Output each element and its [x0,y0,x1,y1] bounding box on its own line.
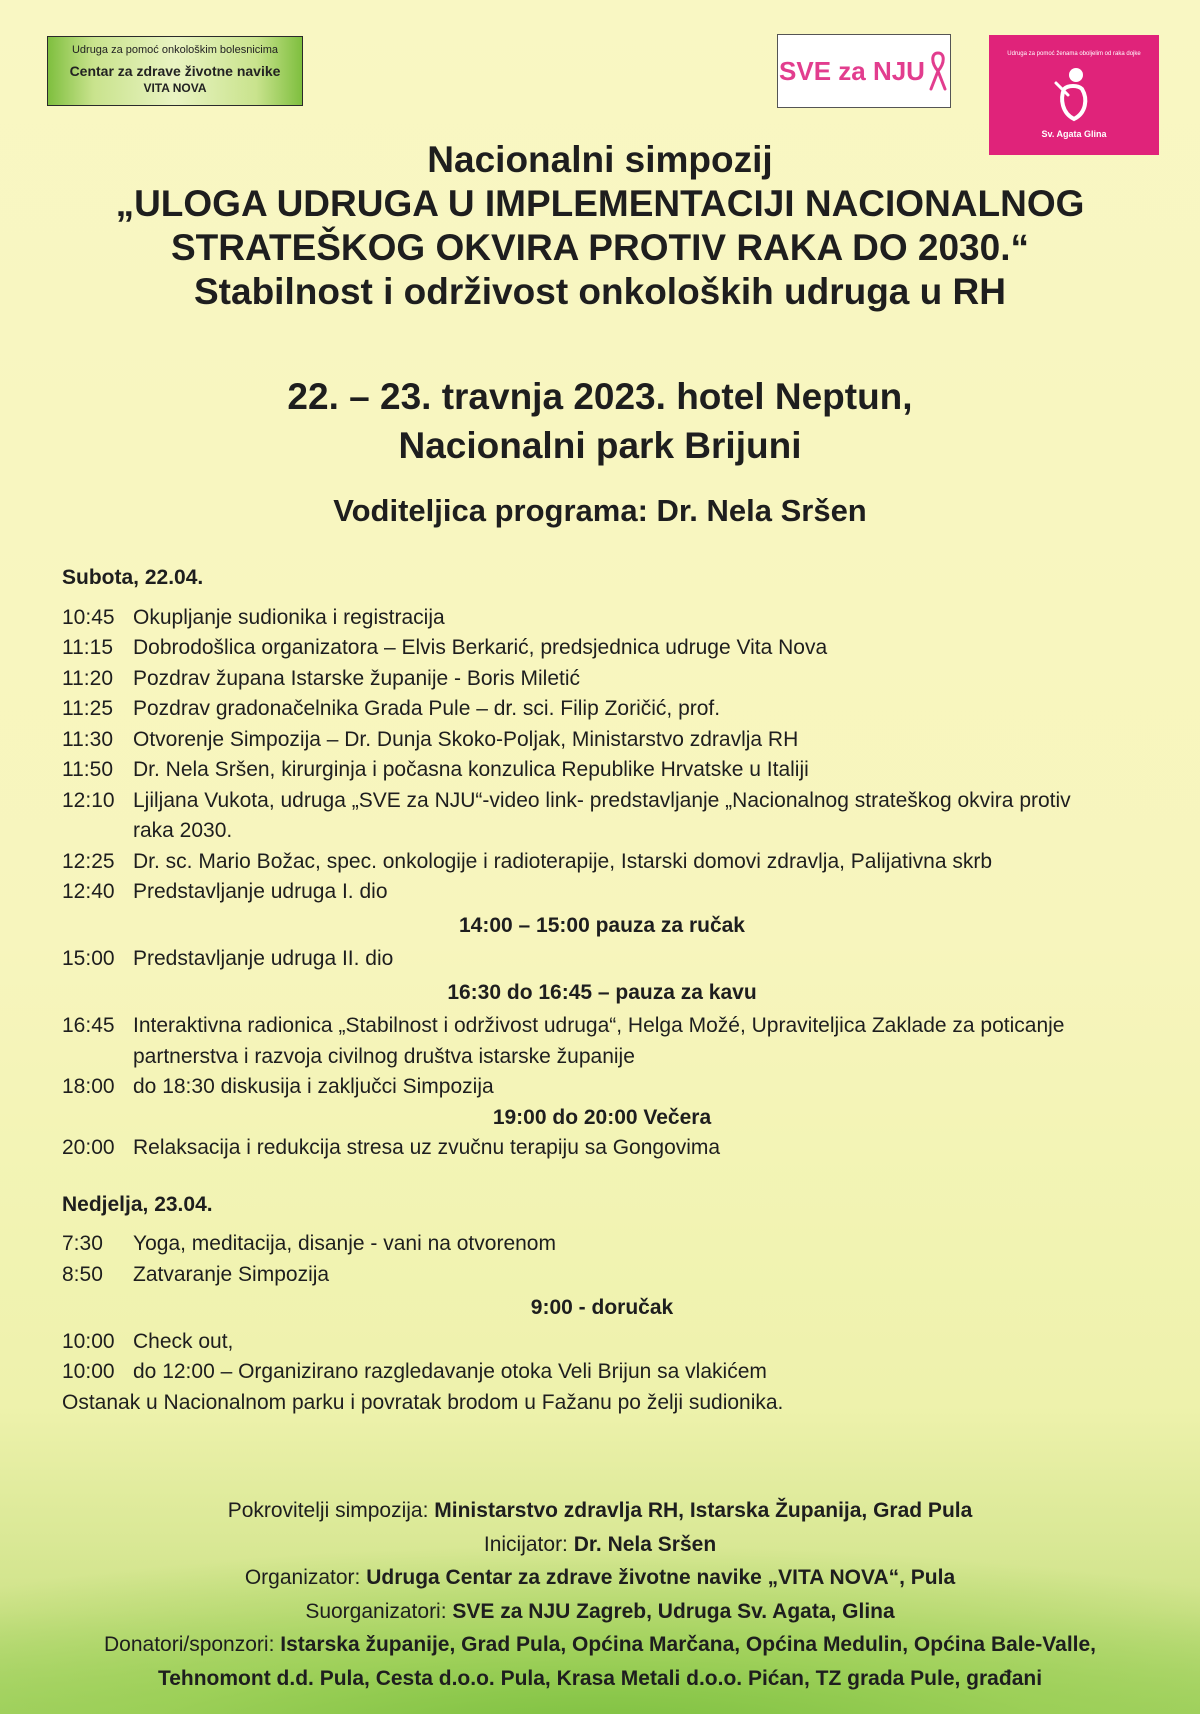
sve-za-nju-logo-text: SVE za NJU [779,55,925,86]
row-time: 18:00 [62,1075,115,1098]
dinner-break: 19:00 do 20:00 Večera [492,1105,712,1129]
page-title [0,138,1200,314]
pokrovitelji-label: Pokrovitelji simpozija: [227,1499,435,1522]
row-time: 10:00 [62,1329,115,1353]
suorganizatori-line [0,1595,1200,1629]
vita-nova-logo-line1: Udruga za pomoć onkološkim bolesnicima [71,44,279,56]
sve-za-nju-logo [777,34,951,108]
dates-line2: Nacionalni park Brijuni [398,425,802,466]
inicijator-line [0,1528,1200,1562]
schedule-row [62,1133,1162,1164]
row-time: 7:30 [62,1232,103,1255]
row-desc: Okupljanje sudionika i registracija [133,605,445,629]
coffee-break: 16:30 do 16:45 – pauza za kavu [447,980,757,1004]
row-desc: Check out, [133,1329,234,1353]
row-time: 11:20 [62,666,113,690]
organizator-label: Organizator: [244,1566,367,1589]
row-desc: Interaktivna radionica „Stabilnost i održivost udruga“, Helga Možé, Upraviteljica Zaklade za poticanje partnerstva i razvoja civilnog društva istarske županije [133,1014,1065,1068]
row-desc: Otvorenje Simpozija – Dr. Dunja Skoko-Poljak, Ministarstvo zdravlja RH [133,727,799,751]
schedule-row [62,1072,1162,1103]
suorganizatori-label: Suorganizatori: [305,1599,453,1623]
woman-figure-icon [1050,65,1098,123]
schedule-row [62,847,1162,878]
row-desc: Dr. sc. Mario Božac, spec. onkologije i radioterapije, Istarski domovi zdravlja, Palijativna skrb [133,849,993,873]
row-time: 12:10 [62,788,115,812]
program-schedule [62,563,1162,1418]
donatori-value2: Tehnomont d.d. Pula, Cesta d.o.o. Pula, Krasa Metali d.o.o. Pićan, TZ grada Pule, građani [157,1666,1043,1690]
row-time: 15:00 [62,947,115,970]
schedule-row [62,633,1162,664]
closing-note: Ostanak u Nacionalnom parku i povratak brodom u Fažanu po želji sudionika. [62,1390,784,1414]
pokrovitelji-line [0,1494,1200,1528]
row-desc: Predstavljanje udruga II. dio [133,947,394,970]
pokrovitelji-value: Ministarstvo zdravlja RH, Istarska Županija, Grad Pula [434,1499,973,1522]
donatori-line2 [0,1662,1200,1696]
row-time: 20:00 [62,1136,115,1159]
row-time: 10:00 [62,1360,115,1383]
schedule-row [62,603,1162,634]
row-time: 12:25 [62,849,115,873]
row-desc: do 12:00 – Organizirano razgledavanje otoka Veli Brijun sa vlakićem [133,1360,767,1383]
title-line4: Stabilnost i održivost onkoloških udruga u RH [194,271,1006,312]
schedule-row [62,1357,1162,1388]
vita-nova-logo-line3: VITA NOVA [143,81,207,95]
donatori-line [0,1628,1200,1662]
row-time: 11:15 [62,636,113,659]
lunch-break: 14:00 – 15:00 pauza za ručak [458,913,745,937]
donatori-value: Istarska županije, Grad Pula, Općina Marčana, Općina Medulin, Općina Bale-Valle, [280,1633,1097,1656]
row-desc: Zatvaranje Simpozija [133,1262,330,1286]
title-line2: „ULOGA UDRUGA U IMPLEMENTACIJI NACIONALNOG [115,183,1085,224]
row-desc: Yoga, meditacija, disanje - vani na otvorenom [133,1232,556,1255]
sunday-title: Nedjelja, 23.04. [62,1192,213,1216]
row-desc: do 18:30 diskusija i zaključci Simpozija [133,1075,494,1098]
schedule-row [62,1260,1162,1291]
schedule-row [62,1229,1162,1260]
sv-agata-logo [989,35,1159,155]
row-time: 8:50 [62,1262,103,1286]
row-desc: Predstavljanje udruga I. dio [133,880,388,903]
sv-agata-logo-top: Udruga za pomoć ženama oboljelim od raka dojke [1007,51,1141,57]
row-time: 11:25 [62,697,113,720]
schedule-row [62,786,1162,847]
row-desc: Pozdrav gradonačelnika Grada Pule – dr. sci. Filip Zoričić, prof. [133,697,721,720]
row-desc: Ljiljana Vukota, udruga „SVE za NJU“-video link- predstavljanje „Nacionalnog strateškog okvira protiv raka 2030. [133,788,1071,842]
row-desc: Dr. Nela Sršen, kirurginja i počasna konzulica Republike Hrvatske u Italiji [133,758,809,781]
program-host: Voditeljica programa: Dr. Nela Sršen [333,493,867,528]
row-desc: Relaksacija i redukcija stresa uz zvučnu terapiju sa Gongovima [133,1136,721,1159]
vita-nova-logo-line2: Centar za zdrave životne navike [69,63,281,79]
inicijator-value: Dr. Nela Sršen [573,1532,717,1556]
vita-nova-logo [47,36,303,106]
sv-agata-logo-bottom: Sv. Agata Glina [1041,129,1107,139]
schedule-row [62,1011,1162,1072]
pink-ribbon-icon [927,49,949,93]
footer-credits [0,1494,1200,1695]
inicijator-label: Inicijator: [483,1532,574,1556]
row-desc: Dobrodošlica organizatora – Elvis Berkarić, predsjednica udruge Vita Nova [133,636,828,659]
suorganizatori-value: SVE za NJU Zagreb, Udruga Sv. Agata, Glina [452,1599,895,1623]
title-line1: Nacionalni simpozij [427,139,773,180]
title-line3: STRATEŠKOG OKVIRA PROTIV RAKA DO 2030.“ [171,227,1029,268]
donatori-label: Donatori/sponzori: [103,1633,281,1656]
event-dates [0,372,1200,470]
row-time: 16:45 [62,1014,115,1037]
row-time: 10:45 [62,605,115,629]
schedule-row [62,877,1162,908]
row-desc: Pozdrav župana Istarske županije - Boris Miletić [133,666,581,690]
saturday-title: Subota, 22.04. [62,566,204,589]
row-time: 11:30 [62,727,113,751]
row-time: 11:50 [62,758,113,781]
breakfast-break: 9:00 - doručak [530,1296,674,1319]
organizator-value: Udruga Centar za zdrave životne navike „VITA NOVA“, Pula [366,1566,956,1589]
schedule-row [62,1327,1162,1358]
schedule-row [62,694,1162,725]
dates-line1: 22. – 23. travnja 2023. hotel Neptun, [287,376,913,417]
row-time: 12:40 [62,880,115,903]
schedule-row [62,944,1162,975]
schedule-row [62,664,1162,695]
schedule-row [62,755,1162,786]
organizator-line [0,1561,1200,1595]
schedule-row [62,725,1162,756]
